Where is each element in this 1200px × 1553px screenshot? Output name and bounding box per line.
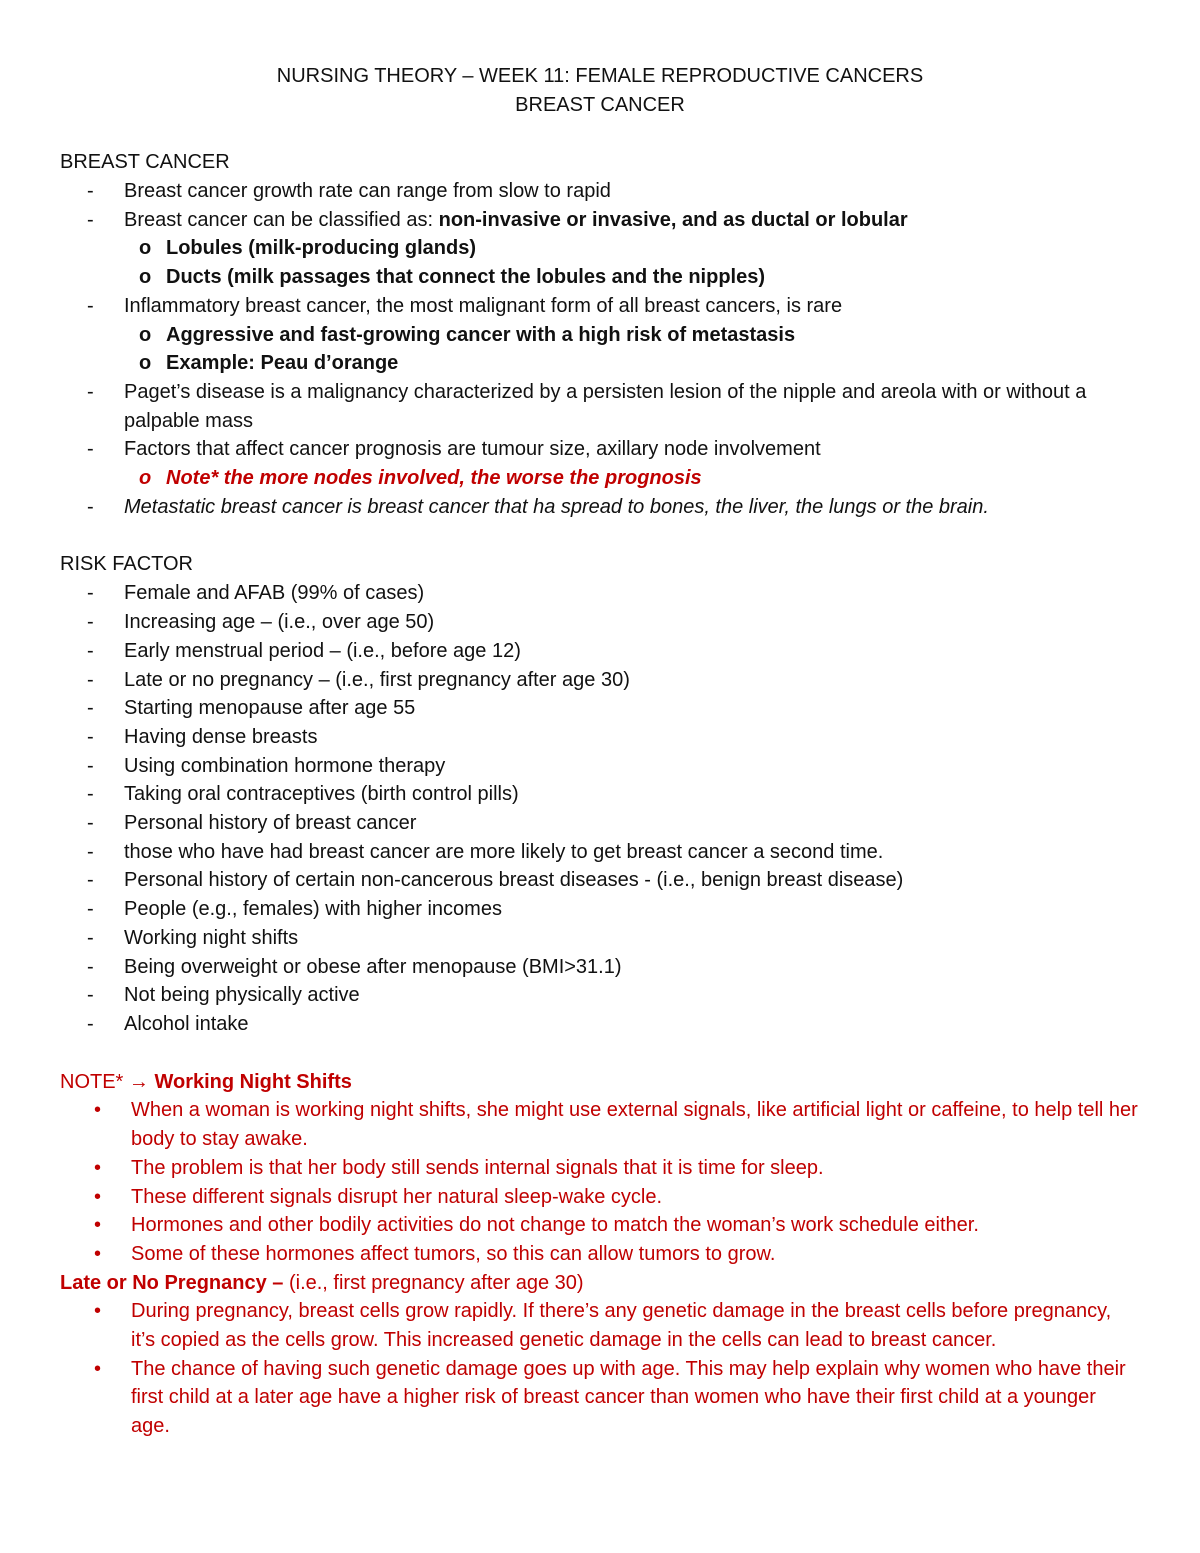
list-item: - Working night shifts [87,926,299,949]
risk-factor-list [60,579,1140,1038]
list-item: - Inflammatory breast cancer, the most malignant form of all breast cancers, is rare [87,294,843,317]
list-item: - Using combination hormone therapy [87,754,446,777]
list-item: - Personal history of certain non-cancerous breast diseases - (i.e., benign breast disease) [87,869,904,892]
list-item: - Factors that affect cancer prognosis are tumour size, axillary node involvement [87,438,821,461]
sub-list-item: o Aggressive and fast-growing cancer with a high risk of metastasis [139,323,796,346]
list-item: - Starting menopause after age 55 [87,697,416,720]
document-subtitle: BREAST CANCER [515,94,685,116]
list-item: • Some of these hormones affect tumors, so this can allow tumors to grow. [94,1242,776,1265]
list-item: • These different signals disrupt her natural sleep-wake cycle. [94,1185,663,1208]
pregnancy-list [60,1297,1140,1441]
document-title: NURSING THEORY – WEEK 11: FEMALE REPRODUCTIVE CANCERS [276,65,924,87]
list-item: - Taking oral contraceptives (birth control pills) [87,783,519,806]
list-item: - Personal history of breast cancer [87,812,417,835]
list-item: • The problem is that her body still sends internal signals that it is time for sleep. [94,1156,824,1179]
list-item: • The chance of having such genetic damage goes up with age. This may help explain why women who have their first child at a later age have a higher risk of breast cancer than women who have their first child at a younger age. [94,1357,1126,1438]
list-item: • During pregnancy, breast cells grow rapidly. If there’s any genetic damage in the breast cells before pregnancy, it’s copied as the cells grow. This increased genetic damage in the cells can lead to breast cancer. [94,1300,1112,1352]
list-item: - Alcohol intake [87,1012,249,1035]
sub-list-item: o Lobules (milk-producing glands) [139,237,476,260]
list-item: • When a woman is working night shifts, she might use external signals, like artificial light or caffeine, to help tell her body to stay awake. [94,1099,1138,1151]
list-item: • Hormones and other bodily activities do not change to match the woman’s work schedule either. [94,1214,979,1237]
list-item: - Increasing age – (i.e., over age 50) [87,611,435,634]
arrow-icon: → [128,1070,149,1093]
section-heading-risk-factor: RISK FACTOR [60,553,193,576]
night-shift-list [60,1096,1140,1268]
note-heading-night-shifts: NOTE* → Working Night Shifts [60,1070,352,1093]
list-item: - Not being physically active [87,984,360,1007]
sub-list-item-note: o Note* the more nodes involved, the worse the prognosis [139,467,702,490]
list-item: - Being overweight or obese after menopause (BMI>31.1) [87,955,622,978]
list-item: - People (e.g., females) with higher incomes [87,898,502,921]
list-item: - Female and AFAB (99% of cases) [87,582,425,605]
sub-list-item: o Ducts (milk passages that connect the lobules and the nipples) [139,266,766,289]
list-item: - Early menstrual period – (i.e., before age 12) [87,639,521,662]
list-item: - those who have had breast cancer are more likely to get breast cancer a second time. [87,840,884,863]
list-item: - Having dense breasts [87,725,318,748]
sub-list-item: o Example: Peau d’orange [139,352,399,375]
list-item: - Late or no pregnancy – (i.e., first pregnancy after age 30) [87,668,630,691]
list-item: - Breast cancer growth rate can range from slow to rapid [87,180,611,202]
section-heading-breast-cancer: BREAST CANCER [60,151,230,173]
breast-cancer-list [60,177,1140,521]
list-item: - Metastatic breast cancer is breast cancer that ha spread to bones, the liver, the lungs or the brain. [87,495,989,518]
note-heading-pregnancy: Late or No Pregnancy – (i.e., first pregnancy after age 30) [60,1271,584,1294]
list-item: - Paget’s disease is a malignancy characterized by a persisten lesion of the nipple and areola with or without a palpable mass [87,380,1087,432]
list-item: - Breast cancer can be classified as: non-invasive or invasive, and as ductal or lobular [87,208,908,231]
